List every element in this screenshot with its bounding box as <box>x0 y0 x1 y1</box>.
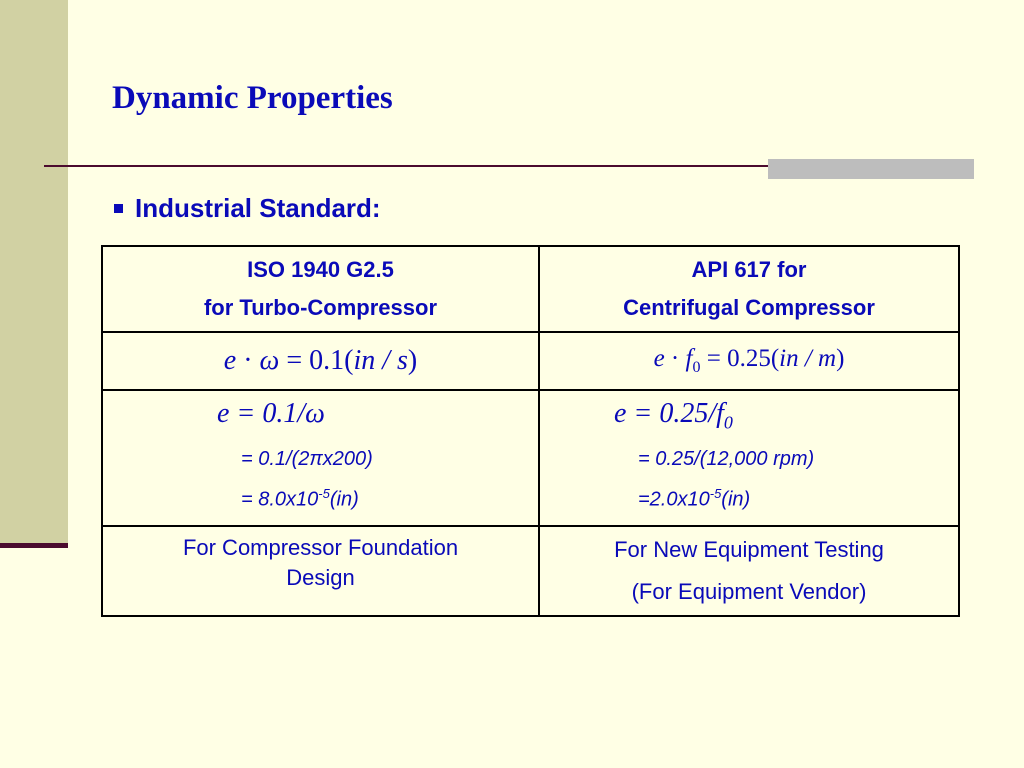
iso-formula: e = 0.1/ω <box>217 398 325 429</box>
api-usage-line1: For New Equipment Testing <box>614 537 884 562</box>
standards-table <box>101 245 960 617</box>
table-row-calculation <box>102 390 959 526</box>
iso-header-line1: ISO 1940 G2.5 <box>247 257 394 282</box>
iso-header-line2: for Turbo-Compressor <box>203 295 438 320</box>
left-decorative-band <box>0 0 68 546</box>
api-formula: $e = 0.25/f_0$ <box>614 398 733 433</box>
bullet-item <box>114 190 381 226</box>
table-row-equation <box>102 332 959 390</box>
left-band-rule <box>0 543 68 548</box>
title-divider <box>44 165 770 167</box>
iso-step2: = $8.0x10^{-5}(in)$ <box>241 486 359 511</box>
api-usage-line2: (For Equipment Vendor) <box>631 579 867 604</box>
title-divider-accent <box>768 159 974 179</box>
iso-step1: = 0.1/(2πx200) <box>241 448 373 470</box>
api-equation: $e \cdot f_0 = 0.25(in / m)$ <box>653 345 845 376</box>
table-row-usage <box>102 526 959 616</box>
table-row-header <box>102 246 959 332</box>
table-cell-iso-usage <box>102 526 539 616</box>
table-cell-iso-equation <box>102 332 539 390</box>
api-step2: $=2.0x10^{-5}(in)$ <box>638 486 751 511</box>
table-cell-iso-header <box>102 246 539 332</box>
bullet-text: Industrial Standard: <box>135 192 381 223</box>
table-cell-api-usage <box>539 526 959 616</box>
api-step1: = 0.25/(12,000 rpm) <box>638 448 815 470</box>
table-cell-api-header <box>539 246 959 332</box>
table-cell-iso-calculation <box>102 390 539 526</box>
api-header-line1: API 617 for <box>691 257 807 282</box>
square-bullet-icon <box>114 204 123 213</box>
api-header-line2: Centrifugal Compressor <box>623 295 875 320</box>
table-cell-api-calculation <box>539 390 959 526</box>
table-cell-api-equation <box>539 332 959 390</box>
iso-usage-line2: Design <box>286 565 355 590</box>
slide-title: Dynamic Properties <box>112 80 393 116</box>
iso-equation: e · ω = 0.1(in / s) <box>223 345 418 376</box>
iso-usage-line1: For Compressor Foundation <box>182 535 459 560</box>
